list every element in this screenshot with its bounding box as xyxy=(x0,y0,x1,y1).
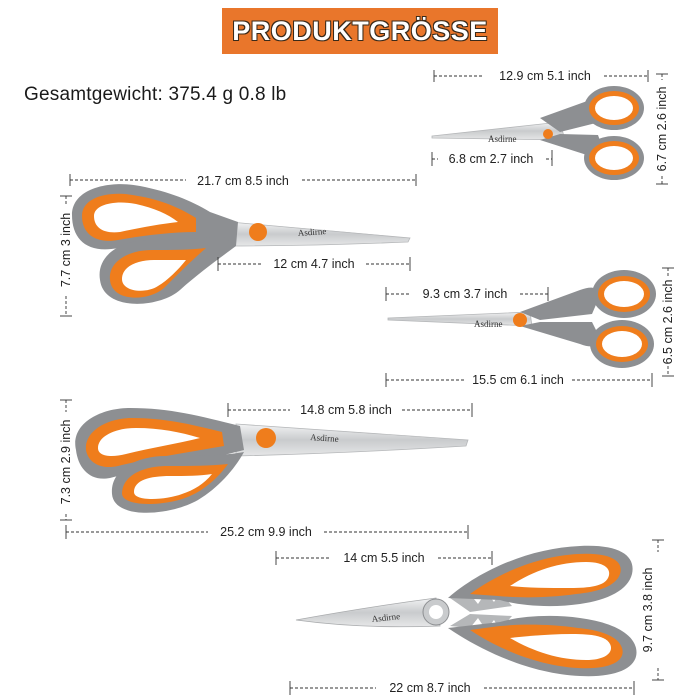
brand-label-1: Asdirne xyxy=(488,134,517,144)
dim-s4-total: 25.2 cm 9.9 inch xyxy=(220,525,312,539)
dim-s3-total: 15.5 cm 6.1 inch xyxy=(472,373,564,387)
dim-s4-blade: 14.8 cm 5.8 inch xyxy=(300,403,392,417)
dim-s3-height: 6.5 cm 2.6 inch xyxy=(661,279,675,365)
dim-shears-blade: 14 cm 5.5 inch xyxy=(343,551,425,565)
dim-s4-height: 7.3 cm 2.9 inch xyxy=(59,419,73,505)
brand-label-5: Asdirne xyxy=(371,611,401,624)
dim-s3-blade: 9.3 cm 3.7 inch xyxy=(422,287,508,301)
brand-label-4: Asdirne xyxy=(309,432,339,444)
brand-label-2: Asdirne xyxy=(297,226,327,238)
kitchen-shears-icon xyxy=(296,546,637,676)
large-scissors-1-icon xyxy=(72,184,410,304)
dim-s2-height: 7.7 cm 3 inch xyxy=(59,212,73,288)
dim-shears-height: 9.7 cm 3.8 inch xyxy=(641,567,655,653)
small-scissors-2-icon xyxy=(388,270,656,368)
total-weight-label: Gesamtgewicht: 375.4 g 0.8 lb xyxy=(24,84,287,105)
dim-s1-height: 6.7 cm 2.6 inch xyxy=(655,86,669,172)
dim-s1-blade: 6.8 cm 2.7 inch xyxy=(448,152,534,166)
dim-s2-total: 21.7 cm 8.5 inch xyxy=(197,174,289,188)
brand-label-3: Asdirne xyxy=(474,319,503,329)
page-title: PRODUKTGRÖSSE xyxy=(232,15,488,46)
large-scissors-2-icon xyxy=(75,408,468,513)
dim-shears-total: 22 cm 8.7 inch xyxy=(389,681,471,695)
dim-s1-total: 12.9 cm 5.1 inch xyxy=(499,69,591,83)
dim-s2-blade: 12 cm 4.7 inch xyxy=(273,257,355,271)
